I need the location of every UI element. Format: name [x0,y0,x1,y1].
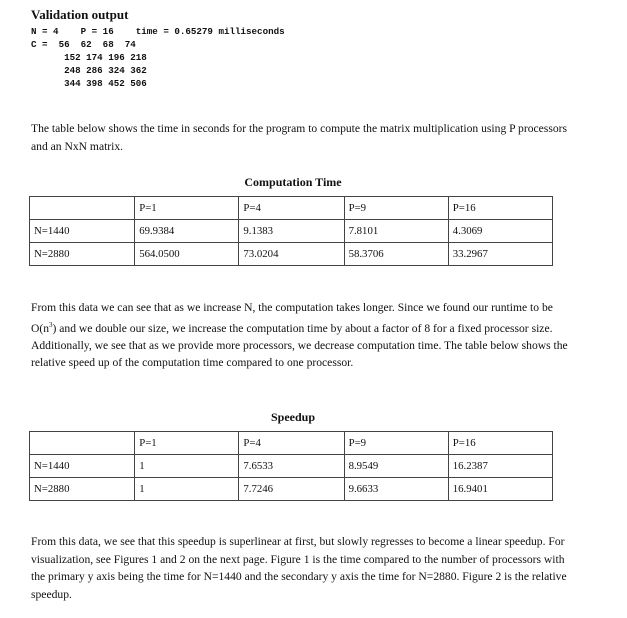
paragraph-analysis-part-1: From this data we can see that as we increase N, the computation takes longer. Since we found our runtime to be O(n [31,301,553,335]
table-title-computation-time: Computation Time [244,175,342,189]
table-cell: 7.8101 [344,220,448,243]
validation-line-5: 344 398 452 506 [31,78,147,89]
header-cell: P=9 [344,432,448,455]
header-cell: P=4 [239,432,344,455]
table-header-row [30,197,553,220]
computation-time-table [29,196,553,266]
table-cell: 16.2387 [448,455,552,478]
table-cell: 33.2967 [448,243,552,266]
validation-line-2: C = 56 62 68 74 [31,39,136,50]
table-title-speedup: Speedup [270,410,316,424]
exponent: 3 [49,320,53,329]
table-cell: 1 [135,455,239,478]
table-cell: N=1440 [30,455,135,478]
paragraph-analysis [31,299,571,372]
header-cell: P=1 [135,197,239,220]
table-cell: N=2880 [30,243,135,266]
table-cell: N=1440 [30,220,135,243]
header-cell [30,432,135,455]
speedup-table [29,431,553,501]
table-cell: 7.6533 [239,455,344,478]
table-cell: 7.7246 [239,478,344,501]
paragraph-conclusion: From this data, we see that this speedup is superlinear at first, but slowly regresses to become a linear speedup. For visualization, see Figures 1 and 2 on the next page. Figure 1 is the time compared to the number of processors with the primary y axis being the time for N=1440 and the secondary y axis the time for N=2880. Figure 2 is the relative speedup. [31,535,567,601]
header-cell: P=16 [448,432,552,455]
table-cell: 58.3706 [344,243,448,266]
table-row [30,220,553,243]
table-header-row [30,432,553,455]
table-cell: 73.0204 [239,243,344,266]
header-cell: P=9 [344,197,448,220]
validation-line-1: N = 4 P = 16 time = 0.65279 milliseconds [31,26,285,37]
validation-title: Validation output [31,7,129,22]
paragraph-intro: The table below shows the time in seconds for the program to compute the matrix multiplication using P processors and an NxN matrix. [31,122,567,153]
table-cell: 8.9549 [344,455,448,478]
table-cell: 1 [135,478,239,501]
table-row [30,243,553,266]
table-cell: 69.9384 [135,220,239,243]
table-cell: 16.9401 [448,478,552,501]
paragraph-analysis-part-2: ) and we double our size, we increase the computation time by about a factor of 8 for a fixed processor size. Additionally, we see that as we provide more processors, we decrease computation time. The table below shows the relative speed up of the computation time compared to one processor. [31,321,568,370]
table-cell: 564.0500 [135,243,239,266]
table-row [30,455,553,478]
table-cell: 9.1383 [239,220,344,243]
header-cell: P=4 [239,197,344,220]
table-row [30,478,553,501]
header-cell [30,197,135,220]
header-cell: P=16 [448,197,552,220]
table-cell: 4.3069 [448,220,552,243]
validation-line-3: 152 174 196 218 [31,52,147,63]
header-cell: P=1 [135,432,239,455]
table-cell: 9.6633 [344,478,448,501]
validation-line-4: 248 286 324 362 [31,65,147,76]
table-cell: N=2880 [30,478,135,501]
